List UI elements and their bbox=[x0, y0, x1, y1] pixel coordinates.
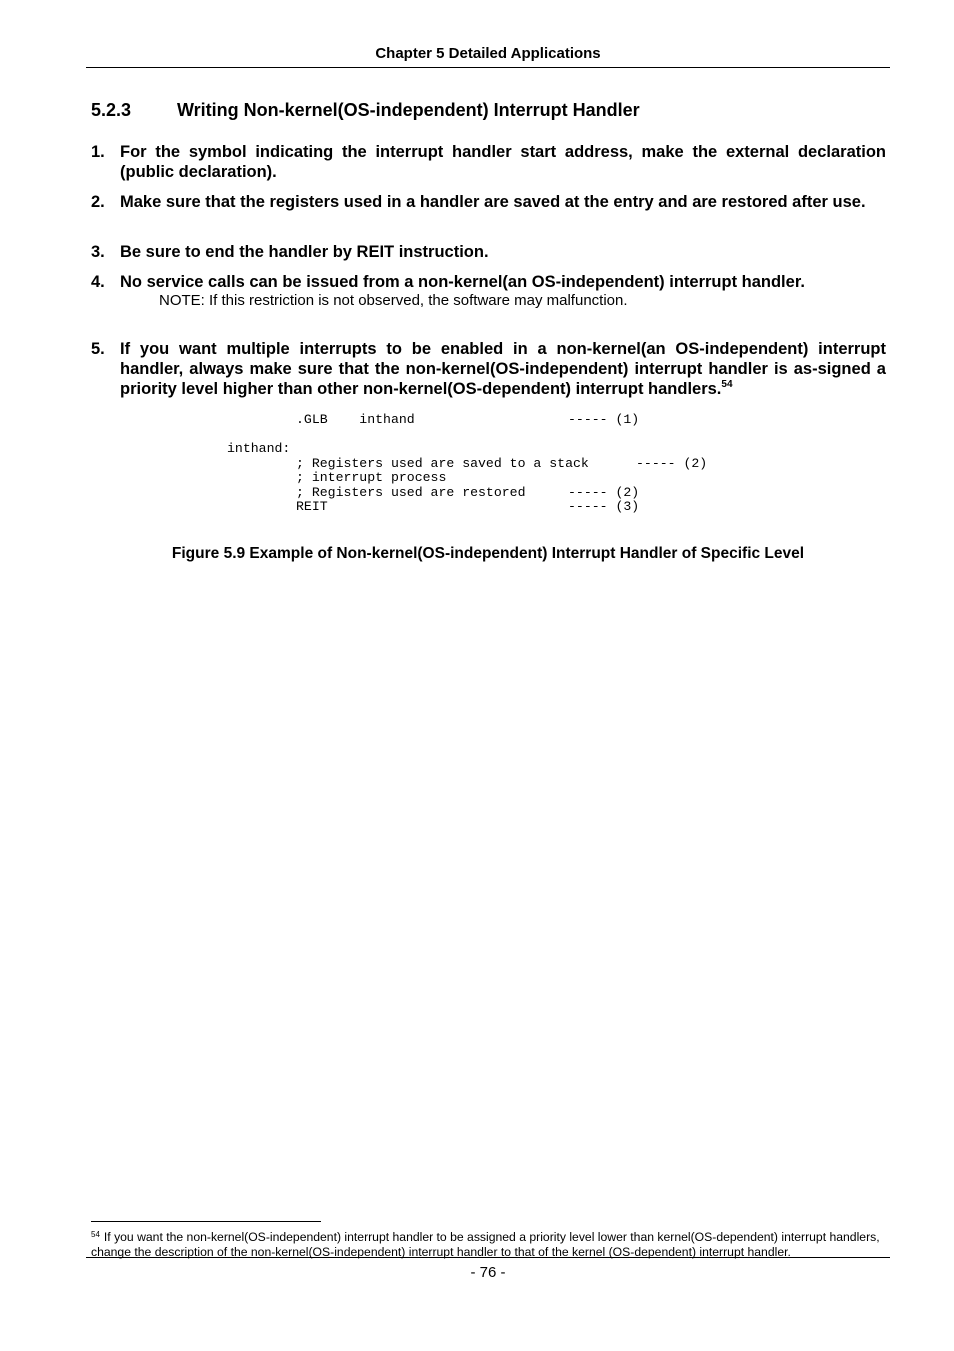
list-item-text bbox=[120, 339, 886, 399]
list-item-3 bbox=[91, 242, 886, 262]
code-marker: ----- (1) bbox=[568, 412, 640, 427]
list-item-number: 3. bbox=[91, 243, 105, 261]
list-item-number: 4. bbox=[91, 273, 105, 291]
footnote-text: If you want the non-kernel(OS-independent) interrupt handler to be assigned a priority level lower than kernel(OS-dependent) interrupt handlers, change the description of the non-kernel(OS-independent) interrupt handler to that of the kernel (OS-dependent) interrupt handler. bbox=[91, 1230, 880, 1259]
list-item-number: 5. bbox=[91, 340, 105, 358]
list-item-number: 1. bbox=[91, 143, 105, 161]
footnote-rule bbox=[91, 1221, 321, 1222]
list-item-4 bbox=[91, 272, 886, 292]
list-item-text-body: If you want multiple interrupts to be enabled in a non-kernel(an OS-independent) interrupt handler, always make sure that the non-kernel(OS-independent) interrupt handler is as-signed a priority level higher than other non-kernel(OS-dependent) interrupt handlers. bbox=[120, 340, 886, 398]
list-item-text: Be sure to end the handler by REIT instruction. bbox=[120, 243, 489, 261]
page-number: - 76 - bbox=[470, 1264, 506, 1281]
figure-caption: Figure 5.9 Example of Non-kernel(OS-independent) Interrupt Handler of Specific Level bbox=[171, 545, 805, 562]
header-rule bbox=[86, 67, 890, 68]
footnote bbox=[91, 1227, 891, 1260]
footnote-reference: 54 bbox=[721, 379, 733, 390]
section-title: Writing Non-kernel(OS-independent) Interrupt Handler bbox=[177, 100, 640, 120]
list-item-1 bbox=[91, 142, 886, 182]
list-item-5 bbox=[91, 339, 886, 399]
code-marker: ----- (2) bbox=[636, 456, 708, 471]
list-item-text: Make sure that the registers used in a handler are saved at the entry and are restored after use. bbox=[120, 193, 866, 211]
list-item-2 bbox=[91, 192, 886, 212]
restriction-note: NOTE: If this restriction is not observed, the software may malfunction. bbox=[159, 292, 628, 309]
code-line: ; Registers used are restored bbox=[296, 485, 526, 500]
code-line: REIT bbox=[296, 499, 328, 514]
code-marker: ----- (2) bbox=[568, 485, 640, 500]
code-marker: ----- (3) bbox=[568, 499, 640, 514]
running-header: Chapter 5 Detailed Applications bbox=[375, 45, 601, 62]
list-item-number: 2. bbox=[91, 193, 105, 211]
code-line: .GLB inthand bbox=[296, 412, 415, 427]
code-line: ; interrupt process bbox=[296, 470, 447, 485]
list-item-text: No service calls can be issued from a non-kernel(an OS-independent) interrupt handler. bbox=[120, 273, 805, 291]
list-item-text: For the symbol indicating the interrupt handler start address, make the external declaration (public declaration). bbox=[120, 143, 886, 181]
footnote-number: 54 bbox=[91, 1230, 100, 1239]
code-line: inthand: bbox=[227, 441, 291, 456]
footer-rule bbox=[86, 1257, 890, 1258]
section-heading bbox=[91, 100, 640, 121]
section-number: 5.2.3 bbox=[91, 100, 132, 120]
code-line: ; Registers used are saved to a stack bbox=[296, 456, 589, 471]
